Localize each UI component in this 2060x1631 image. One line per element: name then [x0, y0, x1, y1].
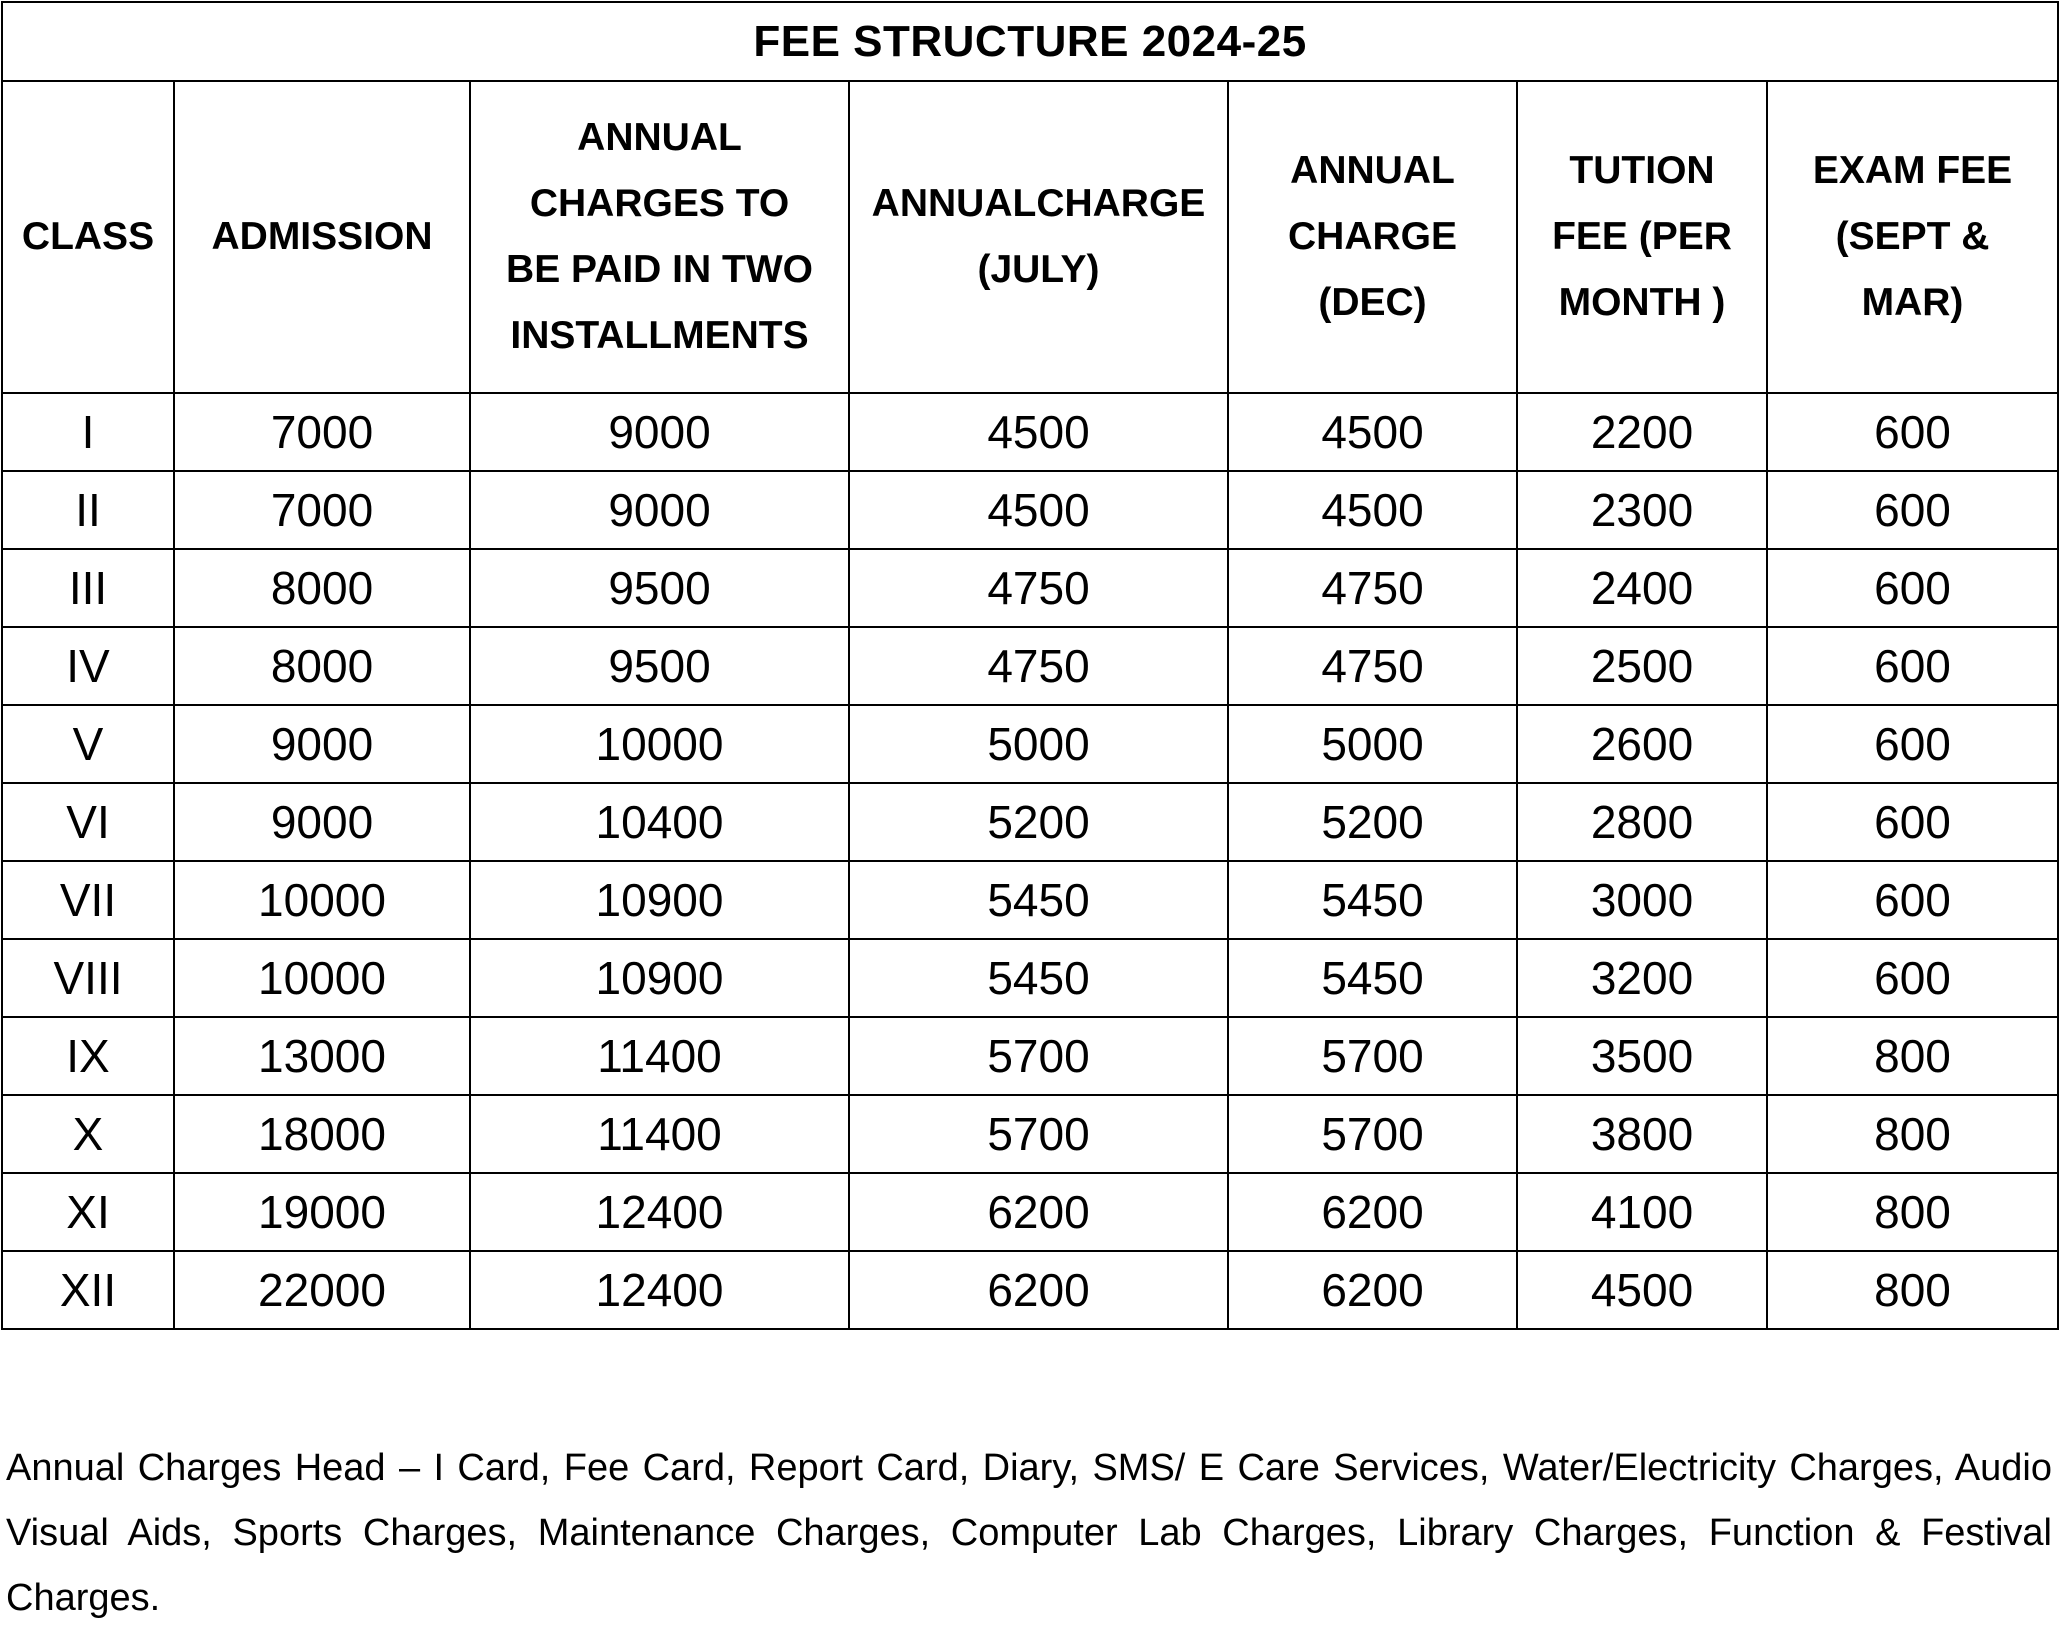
table-row	[2, 1251, 2058, 1329]
column-header-annual-charge-july: ANNUALCHARGE (JULY)	[849, 81, 1228, 393]
tuition-fee-cell: 4500	[1517, 1251, 1767, 1329]
table-row	[2, 783, 2058, 861]
admission-cell: 19000	[174, 1173, 470, 1251]
annual-installments-cell: 10900	[470, 861, 849, 939]
column-header-exam-fee: EXAM FEE (SEPT & MAR)	[1767, 81, 2058, 393]
admission-cell: 10000	[174, 939, 470, 1017]
exam-fee-cell: 600	[1767, 783, 2058, 861]
annual-charges-note: Annual Charges Head – I Card, Fee Card, Report Card, Diary, SMS/ E Care Services, Water/Electricity Charges, Audio Visual Aids, Sports Charges, Maintenance Charges, Computer Lab Charges, Library Charges, Function & Festival Charges.	[6, 1447, 2052, 1619]
exam-fee-cell: 600	[1767, 627, 2058, 705]
annual-installments-cell: 9500	[470, 549, 849, 627]
annual-july-cell: 4750	[849, 627, 1228, 705]
exam-fee-cell: 600	[1767, 861, 2058, 939]
annual-installments-cell: 12400	[470, 1173, 849, 1251]
annual-dec-cell: 6200	[1228, 1251, 1517, 1329]
annual-dec-cell: 5450	[1228, 861, 1517, 939]
annual-dec-cell: 5450	[1228, 939, 1517, 1017]
tuition-fee-cell: 3800	[1517, 1095, 1767, 1173]
fee-table-body	[2, 393, 2058, 1329]
column-header-admission: ADMISSION	[174, 81, 470, 393]
annual-july-cell: 6200	[849, 1173, 1228, 1251]
admission-cell: 13000	[174, 1017, 470, 1095]
annual-dec-cell: 4500	[1228, 393, 1517, 471]
annual-july-cell: 5700	[849, 1095, 1228, 1173]
class-cell: IX	[2, 1017, 174, 1095]
class-cell: XII	[2, 1251, 174, 1329]
annual-dec-cell: 4750	[1228, 627, 1517, 705]
annual-july-cell: 4500	[849, 471, 1228, 549]
table-row	[2, 1095, 2058, 1173]
admission-cell: 7000	[174, 471, 470, 549]
class-cell: I	[2, 393, 174, 471]
annual-july-cell: 5200	[849, 783, 1228, 861]
class-cell: III	[2, 549, 174, 627]
exam-fee-cell: 800	[1767, 1095, 2058, 1173]
tuition-fee-cell: 2400	[1517, 549, 1767, 627]
exam-fee-cell: 600	[1767, 393, 2058, 471]
table-title: FEE STRUCTURE 2024-25	[2, 2, 2058, 81]
class-cell: VI	[2, 783, 174, 861]
tuition-fee-cell: 2500	[1517, 627, 1767, 705]
admission-cell: 9000	[174, 783, 470, 861]
class-cell: X	[2, 1095, 174, 1173]
table-row	[2, 1017, 2058, 1095]
annual-installments-cell: 11400	[470, 1095, 849, 1173]
admission-cell: 8000	[174, 549, 470, 627]
tuition-fee-cell: 4100	[1517, 1173, 1767, 1251]
annual-july-cell: 4750	[849, 549, 1228, 627]
annual-july-cell: 5450	[849, 939, 1228, 1017]
column-header-annual-charge-dec: ANNUAL CHARGE (DEC)	[1228, 81, 1517, 393]
column-header-tuition-fee: TUTION FEE (PER MONTH )	[1517, 81, 1767, 393]
annual-dec-cell: 4750	[1228, 549, 1517, 627]
table-row	[2, 549, 2058, 627]
exam-fee-cell: 600	[1767, 471, 2058, 549]
table-row	[2, 471, 2058, 549]
admission-cell: 8000	[174, 627, 470, 705]
annual-dec-cell: 5700	[1228, 1095, 1517, 1173]
annual-installments-cell: 10000	[470, 705, 849, 783]
annual-installments-cell: 10900	[470, 939, 849, 1017]
annual-july-cell: 5700	[849, 1017, 1228, 1095]
table-row	[2, 627, 2058, 705]
admission-cell: 7000	[174, 393, 470, 471]
exam-fee-cell: 600	[1767, 705, 2058, 783]
annual-july-cell: 5450	[849, 861, 1228, 939]
annual-july-cell: 5000	[849, 705, 1228, 783]
tuition-fee-cell: 2300	[1517, 471, 1767, 549]
table-row	[2, 393, 2058, 471]
tuition-fee-cell: 3000	[1517, 861, 1767, 939]
table-row	[2, 939, 2058, 1017]
class-cell: VIII	[2, 939, 174, 1017]
admission-cell: 22000	[174, 1251, 470, 1329]
admission-cell: 10000	[174, 861, 470, 939]
class-cell: XI	[2, 1173, 174, 1251]
tuition-fee-cell: 3500	[1517, 1017, 1767, 1095]
table-row	[2, 705, 2058, 783]
tuition-fee-cell: 2200	[1517, 393, 1767, 471]
tuition-fee-cell: 2800	[1517, 783, 1767, 861]
annual-installments-cell: 9000	[470, 471, 849, 549]
column-header-class: CLASS	[2, 81, 174, 393]
exam-fee-cell: 800	[1767, 1017, 2058, 1095]
fee-table	[1, 1, 2059, 1330]
annual-dec-cell: 5200	[1228, 783, 1517, 861]
exam-fee-cell: 600	[1767, 549, 2058, 627]
annual-installments-cell: 10400	[470, 783, 849, 861]
class-cell: V	[2, 705, 174, 783]
annual-installments-cell: 9500	[470, 627, 849, 705]
annual-dec-cell: 5000	[1228, 705, 1517, 783]
annual-dec-cell: 4500	[1228, 471, 1517, 549]
annual-installments-cell: 11400	[470, 1017, 849, 1095]
exam-fee-cell: 800	[1767, 1173, 2058, 1251]
column-header-annual-installments: ANNUAL CHARGES TO BE PAID IN TWO INSTALLMENTS	[470, 81, 849, 393]
annual-installments-cell: 9000	[470, 393, 849, 471]
annual-dec-cell: 5700	[1228, 1017, 1517, 1095]
class-cell: II	[2, 471, 174, 549]
annual-dec-cell: 6200	[1228, 1173, 1517, 1251]
tuition-fee-cell: 3200	[1517, 939, 1767, 1017]
admission-cell: 9000	[174, 705, 470, 783]
tuition-fee-cell: 2600	[1517, 705, 1767, 783]
annual-installments-cell: 12400	[470, 1251, 849, 1329]
header-row	[2, 81, 2058, 393]
annual-july-cell: 6200	[849, 1251, 1228, 1329]
admission-cell: 18000	[174, 1095, 470, 1173]
exam-fee-cell: 600	[1767, 939, 2058, 1017]
annual-july-cell: 4500	[849, 393, 1228, 471]
table-row	[2, 861, 2058, 939]
class-cell: IV	[2, 627, 174, 705]
table-row	[2, 1173, 2058, 1251]
class-cell: VII	[2, 861, 174, 939]
exam-fee-cell: 800	[1767, 1251, 2058, 1329]
